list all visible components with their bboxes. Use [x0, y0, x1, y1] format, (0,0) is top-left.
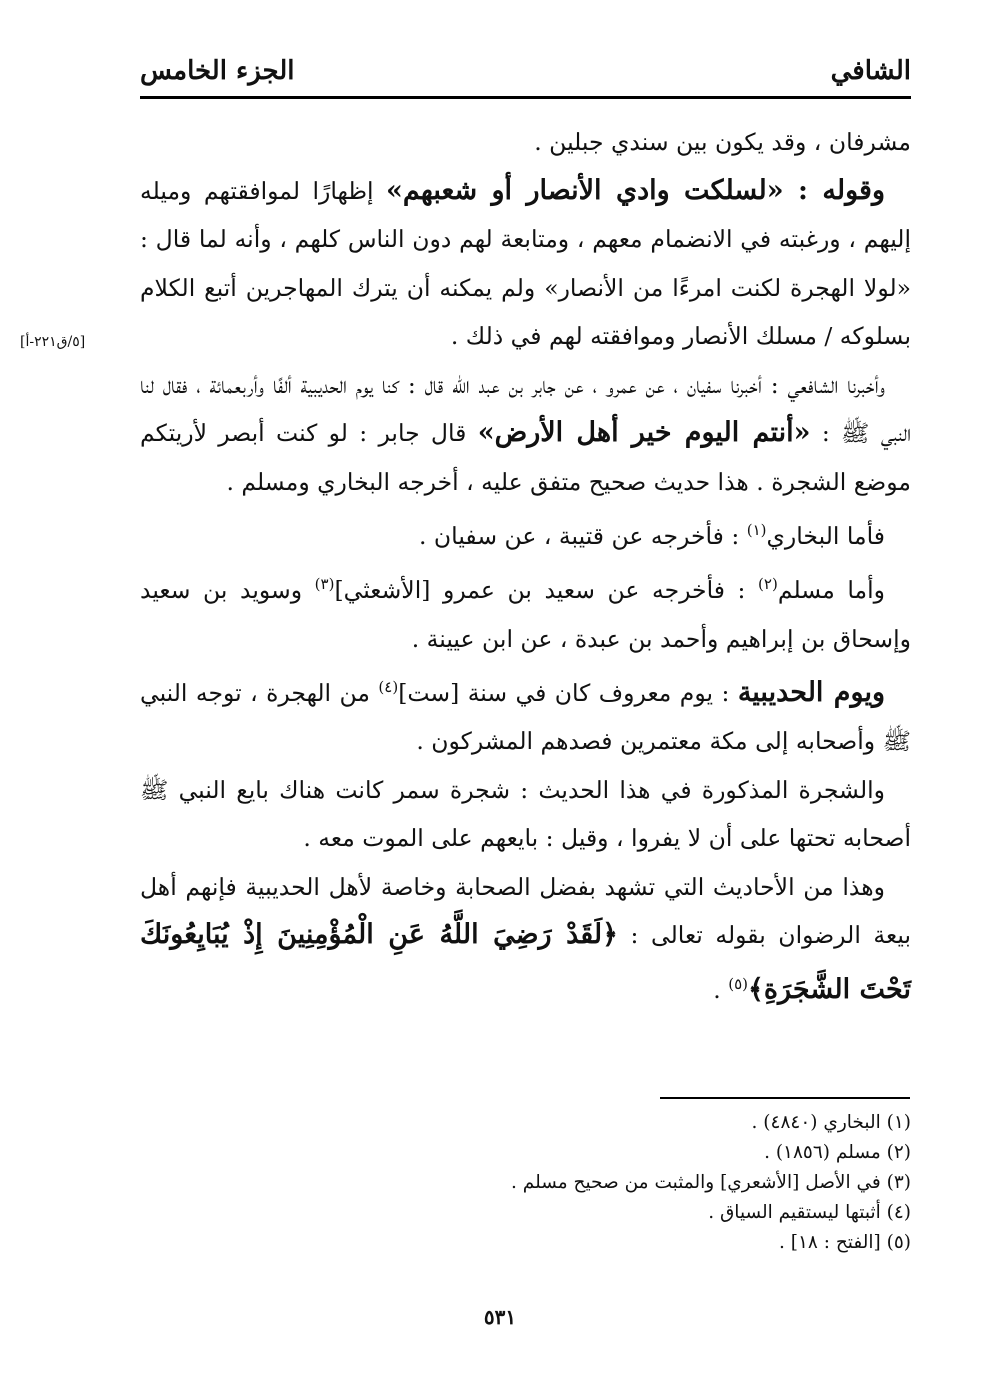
- text-run: وسويد بن سعيد وإسحاق بن إبراهيم وأحمد بن عبدة ، عن ابن عيينة .: [140, 576, 911, 653]
- text-run: وأما مسلم: [777, 576, 885, 605]
- footnote-5: (٥) [الفتح : ١٨] .: [779, 1232, 911, 1253]
- running-title-book: الشافي: [830, 56, 911, 86]
- footnote-2: (٢) مسلم (١٨٥٦) .: [764, 1142, 911, 1163]
- text-run: : يوم معروف كان في سنة [ست]: [398, 678, 738, 707]
- footnote-4: (٤) أثبتها ليستقيم السياق .: [708, 1202, 911, 1223]
- footnote-ref: (٤): [378, 678, 399, 697]
- footnote-ref: (٥): [728, 974, 749, 993]
- text-run: .: [713, 975, 729, 1004]
- paragraph: [140, 766, 911, 863]
- footnote-ref: (٣): [314, 575, 335, 594]
- footnote-ref: (١): [746, 521, 767, 539]
- text-run: : فأخرجه عن سعيد بن عمرو [الأشعثي]: [334, 576, 759, 605]
- footnote-ref: (٢): [758, 575, 778, 594]
- paragraph: [140, 118, 911, 167]
- footnote-1: (١) البخاري (٤٨٤٠) .: [751, 1112, 911, 1133]
- header-rule: [140, 96, 911, 99]
- text-run: قال جابر : لو كنت أبصر لأريتكم موضع الشجرة . هذا حديث صحيح متفق عليه ، أخرجه البخاري ومسلم .: [140, 419, 911, 496]
- paragraph: [140, 560, 911, 663]
- text-run: والشجرة المذكورة في هذا الحديث : شجرة سمر كانت هناك بايع النبي ﷺ أصحابه تحتها على أن لا يفروا ، وقيل : بايعهم على الموت معه .: [140, 775, 911, 853]
- paragraph: [140, 663, 911, 766]
- manuscript-folio-note: [٥/ق٢٢١-أ]: [20, 334, 86, 350]
- running-title-volume: الجزء الخامس: [140, 56, 295, 86]
- text-run: وأخبرنا الشافعي : أخبرنا سفيان ، عن عمرو ، عن جابر بن عبد الله قال : كنا يوم الحديبية ألفًا وأربعمائة ، فقال لنا النبي ﷺ :: [140, 370, 912, 447]
- paragraph: [140, 506, 911, 560]
- emphasized-text: «أنتم اليوم خير أهل الأرض»: [477, 417, 811, 448]
- paragraph: [140, 863, 911, 1014]
- text-run: إظهارًا لموافقتهم وميله إليهم ، ورغبته في الانضمام معهم ، ومتابعة لهم دون الناس كلهم ، وأنه لما قال : «لولا الهجرة لكنت امرءًا من الأنصار» ولم يمكنه أن يترك المهاجرين أتبع الكلام بسلوكه / مسلك الأنصار وموافقته لهم في ذلك .: [140, 176, 911, 350]
- emphasized-text: وقوله : «لسلكت وادي الأنصار أو شعبهم»: [386, 174, 885, 206]
- page-number: ٥٣١: [483, 1305, 517, 1329]
- text-run: مشرفان ، وقد يكون بين سندي جبلين .: [534, 128, 911, 156]
- paragraph: [140, 167, 911, 361]
- main-text: [140, 118, 911, 1014]
- text-run: فأما البخاري: [766, 521, 885, 550]
- text-run: : فأخرجه عن قتيبة ، عن سفيان .: [418, 521, 747, 550]
- text-run: من الهجرة ، توجه النبي ﷺ وأصحابه إلى مكة معتمرين فصدهم المشركون .: [140, 678, 911, 756]
- footnote-separator: [660, 1097, 910, 1099]
- emphasized-text: ويوم الحديبية: [737, 676, 885, 708]
- footnotes: [140, 1108, 911, 1258]
- footnote-3: (٣) في الأصل [الأشعري] والمثبت من صحيح مسلم .: [511, 1172, 911, 1193]
- text-run: وهذا من الأحاديث التي تشهد بفضل الصحابة وخاصة لأهل الحديبية فإنهم أهل بيعة الرضوان بقوله تعالى :: [140, 872, 911, 950]
- emphasized-text: ﴿لَقَدْ رَضِيَ اللَّهُ عَنِ الْمُؤْمِنِينَ إِذْ يُبَايِعُونَكَ تَحْتَ الشَّجَرَةِ﴾: [140, 919, 911, 1005]
- paragraph: [140, 361, 911, 507]
